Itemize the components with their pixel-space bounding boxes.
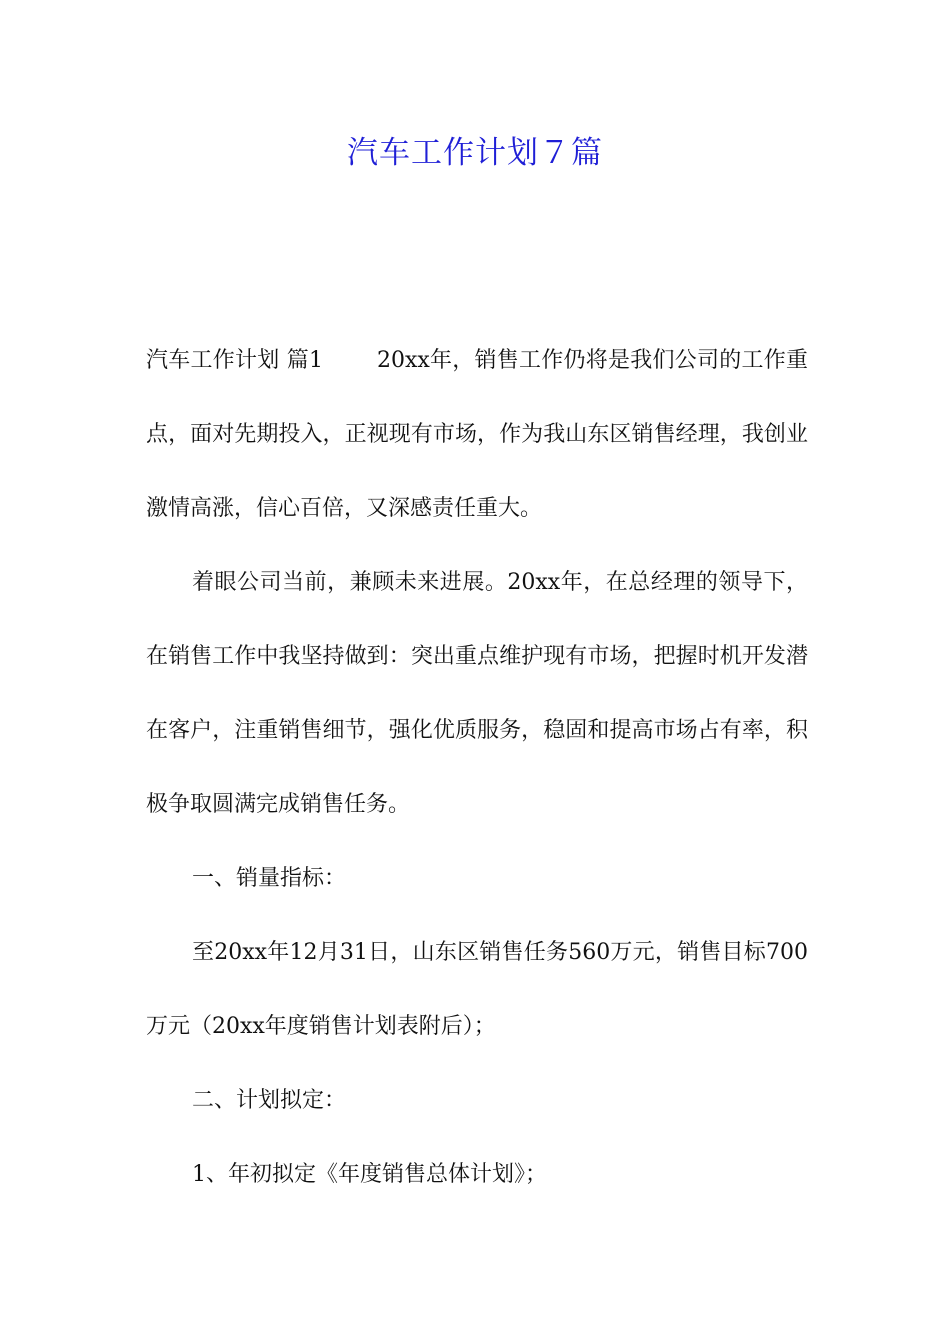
paragraph-plan-item-1: 1、年初拟定《年度销售总体计划》； — [192, 1162, 547, 1187]
document-title: 汽车工作计划７篇 — [347, 135, 603, 171]
paragraph-intro — [146, 324, 808, 546]
document-body — [146, 324, 808, 1212]
paragraph-text: 20xx年，销售工作仍将是我们公司的工作重点，面对先期投入，正视现有市场，作为我山东区销售经理，我创业激情高涨，信心百倍，又深感责任重大。 — [146, 348, 809, 521]
paragraph-focus: 着眼公司当前，兼顾未来进展。20xx年，在总经理的领导下，在销售工作中我坚持做到：突出重点维护现有市场，把握时机开发潜在客户，注重销售细节，强化优质服务，稳固和提高市场占有率，积极争取圆满完成销售任务。 — [146, 570, 808, 817]
paragraph-sales-target: 至20xx年12月31日，山东区销售任务560万元，销售目标700万元（20xx年度销售计划表附后）； — [146, 940, 808, 1039]
section-label: 汽车工作计划 篇1 — [146, 348, 323, 373]
heading-plan: 二、计划拟定： — [192, 1088, 347, 1113]
heading-sales-target: 一、销量指标： — [192, 866, 347, 891]
